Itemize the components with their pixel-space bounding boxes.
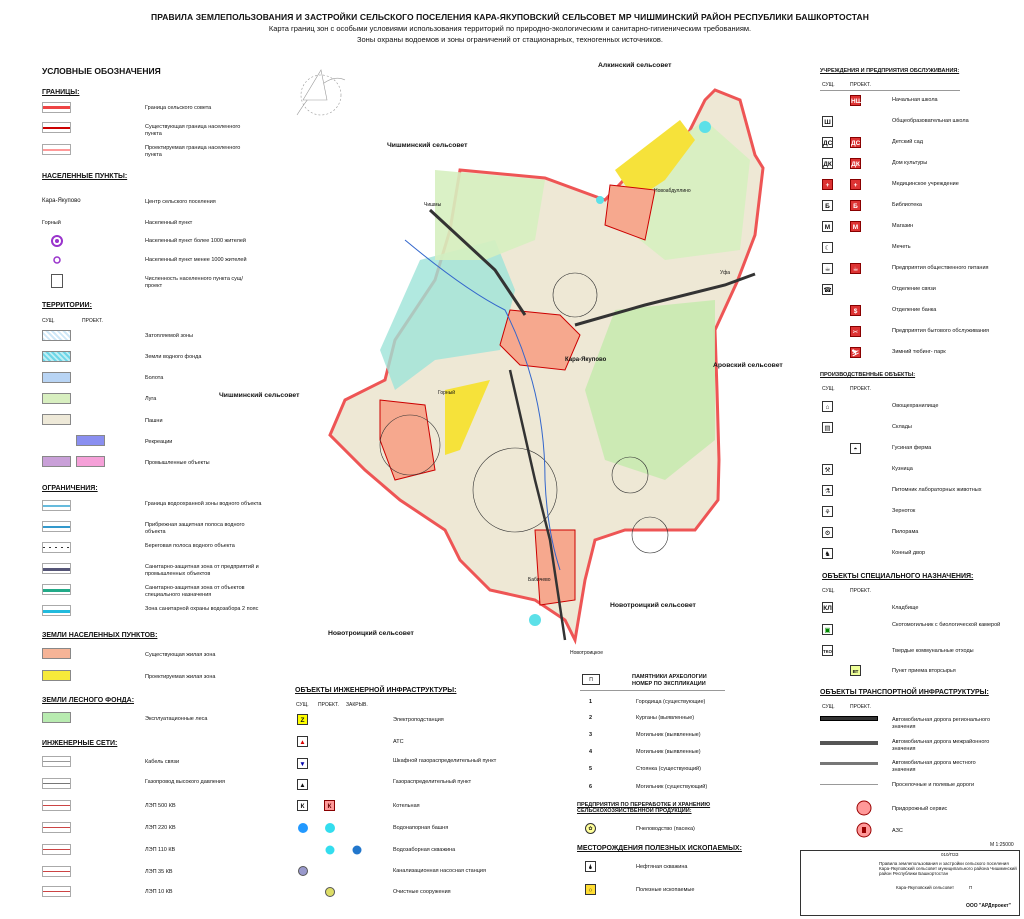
service-label: Медицинское учреждение <box>892 181 959 187</box>
neighbor-novotroitsky-south: Новотроицкий сельсовет <box>328 630 414 637</box>
services-col-existing: СУЩ. <box>822 82 835 88</box>
comm-cable-swatch <box>42 756 71 767</box>
residential-existing-label: Существующая жилая зона <box>145 652 216 658</box>
stamp-stage: П <box>969 885 973 890</box>
archaeology-title: ПАМЯТНИКИ АРХЕОЛОГИИ НОМЕР ПО ЭКСПЛИКАЦИИ <box>632 674 707 687</box>
water-tower-project-icon <box>324 822 336 834</box>
archaeology-num: 1 <box>589 699 593 705</box>
treatment-label: Очистные сооружения <box>393 889 451 895</box>
map-title: ПРАВИЛА ЗЕМЛЕПОЛЬЗОВАНИЯ И ЗАСТРОЙКИ СЕЛЬСКОГО ПОСЕЛЕНИЯ КАРА-ЯКУПОВСКИЙ СЕЛЬСОВЕТ МР ЧИШМИНСКИЙ РАЙОН РЕСПУБЛИКИ БАШКОРТОСТАН <box>151 12 869 22</box>
residential-existing-swatch <box>42 648 71 659</box>
north-arrow <box>297 70 345 115</box>
service-existing-icon: ☾ <box>822 242 833 253</box>
neighbor-novotroitsky-east: Новотроицкий сельсовет <box>610 602 696 609</box>
service-existing-icon: ДК <box>822 158 833 169</box>
mineral-label: Полезные ископаемые <box>636 887 695 893</box>
forest-label: Эксплуатационные леса <box>145 716 208 722</box>
service-existing-icon: ☎ <box>822 284 833 295</box>
production-icon: ⚗ <box>822 485 833 496</box>
residential-project-swatch <box>42 670 71 681</box>
power-110-label: ЛЭП 110 КВ <box>145 847 176 853</box>
settlement-label: Населенный пункт <box>145 220 193 226</box>
place-babikovo: Бабичево <box>528 577 551 583</box>
service-label: Предприятия общественного питания <box>892 265 989 271</box>
border-project-label: Проектируемая граница населенного пункта <box>145 145 241 158</box>
archaeology-num: 5 <box>589 766 593 772</box>
roadside-service-label: Придорожный сервис <box>892 806 948 812</box>
service-project-icon: ⛷ <box>850 347 861 358</box>
residential-project-label: Проектируемая жилая зона <box>145 674 216 680</box>
legend-settlements-title: НАСЕЛЕННЫЕ ПУНКТЫ: <box>42 173 128 180</box>
border-council-swatch <box>42 102 71 113</box>
population-box-icon <box>51 274 63 288</box>
recreation-swatch <box>76 435 105 446</box>
legend-networks-title: ИНЖЕНЕРНЫЕ СЕТИ: <box>42 740 118 747</box>
special-col-project: ПРОЕКТ. <box>850 588 871 594</box>
power-10-swatch <box>42 886 71 897</box>
roadside-service-icon <box>856 800 872 816</box>
service-label: Детский сад <box>892 139 923 145</box>
boiler-project-icon: К <box>324 800 335 811</box>
archaeology-num: 4 <box>589 749 593 755</box>
recycling-label: Пункт приема вторсырья <box>892 668 956 674</box>
legend-forest-title: ЗЕМЛИ ЛЕСНОГО ФОНДА: <box>42 697 135 704</box>
transport-col-existing: СУЩ. <box>822 704 835 710</box>
service-project-icon: ✂ <box>850 326 861 337</box>
production-icon: ⌂ <box>822 401 833 412</box>
archaeology-label: Могильник (существующий) <box>636 784 708 790</box>
gas-cabinet-icon: ▼ <box>297 758 308 769</box>
archaeology-label: Могильник (выявленные) <box>636 749 701 755</box>
archaeology-divider <box>580 690 725 691</box>
service-label: Зимний тюбинг- парк <box>892 349 946 355</box>
engineering-title: ОБЪЕКТЫ ИНЖЕНЕРНОЙ ИНФРАСТРУКТУРЫ: <box>295 687 457 694</box>
service-label: Библиотека <box>892 202 922 208</box>
swamp-swatch <box>42 372 71 383</box>
special-title: ОБЪЕКТЫ СПЕЦИАЛЬНОГО НАЗНАЧЕНИЯ: <box>822 573 974 580</box>
road-field-swatch <box>820 784 878 785</box>
service-label: Мечеть <box>892 244 911 250</box>
arable-swatch <box>42 414 71 425</box>
sanitary-special-label: Санитарно-защитная зона от объектов специального назначения <box>145 585 245 598</box>
service-existing-icon: Б <box>822 200 833 211</box>
ats-icon: ▲ <box>297 736 308 747</box>
service-project-icon: $ <box>850 305 861 316</box>
flood-zone-swatch <box>42 330 71 341</box>
mineral-icon: ○ <box>585 884 596 895</box>
flood-zone-label: Затопляемой зоны <box>145 333 193 339</box>
sewer-pump-icon <box>297 865 309 877</box>
service-label: Отделение связи <box>892 286 936 292</box>
legend-title: УСЛОВНЫЕ ОБОЗНАЧЕНИЯ <box>42 66 161 76</box>
archaeology-label: Стоянка (существующий) <box>636 766 701 772</box>
production-icon: ⚙ <box>822 527 833 538</box>
neighbor-arovsky: Аровский сельсовет <box>713 362 783 369</box>
shoreline-label: Береговая полоса водного объекта <box>145 543 235 549</box>
service-label: Начальная школа <box>892 97 938 103</box>
road-interdistrict-swatch <box>820 741 878 745</box>
gas-station-label: АЗС <box>892 828 903 834</box>
legend-residential-title: ЗЕМЛИ НАСЕЛЕННЫХ ПУНКТОВ: <box>42 632 158 639</box>
archaeology-label: Курганы (выявленные) <box>636 715 695 721</box>
engineering-col-project: ПРОЕКТ. <box>318 702 339 708</box>
water-protect-swatch <box>42 500 71 511</box>
special-col-existing: СУЩ. <box>822 588 835 594</box>
water-well-label: Водозаборная скважина <box>393 847 456 853</box>
power-500-swatch <box>42 800 71 811</box>
service-label: Дом культуры <box>892 160 928 166</box>
power-110-swatch <box>42 844 71 855</box>
apiary-icon: ✿ <box>585 823 596 834</box>
industrial-label: Промышленные объекты <box>145 460 210 466</box>
settlement-sample: Горный <box>42 220 61 226</box>
cattle-burial-label: Скотомогильник с биологической камерой <box>892 622 1001 628</box>
recycling-icon: ВТ <box>850 665 861 676</box>
settlement-center-label: Центр сельского поселения <box>145 199 216 205</box>
road-interdistrict-label: Автомобильная дорога межрайонного значения <box>892 739 990 752</box>
service-label: Отделение банка <box>892 307 937 313</box>
service-existing-icon: ☕ <box>822 263 833 274</box>
place-karayakupovo: Кара-Якупово <box>565 357 607 363</box>
road-field-label: Проселочные и полевые дороги <box>892 782 975 788</box>
forest-swatch <box>42 712 71 723</box>
cemetery-icon: КЛ <box>822 602 833 613</box>
territories-col-existing: СУЩ. <box>42 318 55 324</box>
service-project-icon: ДС <box>850 137 861 148</box>
neighbor-alkinsky: Алкинский сельсовет <box>598 62 672 69</box>
power-35-label: ЛЭП 35 КВ <box>145 869 173 875</box>
legend-restrictions-title: ОГРАНИЧЕНИЯ: <box>42 485 98 492</box>
cattle-burial-icon: ▣ <box>822 624 833 635</box>
population-label: Численность населенного пункта сущ/проект <box>145 276 243 289</box>
scale-label: М 1:25000 <box>990 842 1014 848</box>
engineering-col-existing: СУЩ. <box>296 702 309 708</box>
transport-col-project: ПРОЕКТ. <box>850 704 871 710</box>
water-fund-swatch <box>42 351 71 362</box>
arable-label: Пашни <box>145 418 163 424</box>
production-label: Питомник лабораторных животных <box>892 487 982 493</box>
border-existing-label: Существующая граница населенного пункта <box>145 124 241 137</box>
service-label: Предприятия бытового обслуживания <box>892 328 990 334</box>
services-title: УЧРЕЖДЕНИЯ И ПРЕДПРИЯТИЯ ОБСЛУЖИВАНИЯ: <box>820 68 960 74</box>
boiler-existing-icon: К <box>297 800 308 811</box>
service-label: Общеобразовательная школа <box>892 118 969 124</box>
place-chishmy: Чишмы <box>424 202 442 208</box>
service-existing-icon: + <box>822 179 833 190</box>
production-title: ПРОИЗВОДСТВЕННЫЕ ОБЪЕКТЫ: <box>820 372 916 378</box>
power-500-label: ЛЭП 500 КВ <box>145 803 176 809</box>
map-subtitle-1: Карта границ зон с особыми условиями использования территорий по природно-экологическим и санитарно-гигиеническим требованиям. <box>268 24 752 33</box>
neighbor-chishminsky-west: Чишминский сельсовет <box>219 392 300 399</box>
service-project-icon: М <box>850 221 861 232</box>
settlement-large-label: Населенный пункт более 1000 жителей <box>145 238 246 244</box>
sanitary-industry-label: Санитарно-защитная зона от предприятий и промышленных объектов <box>145 564 259 577</box>
cemetery-label: Кладбище <box>892 605 919 611</box>
title-block <box>800 850 1020 916</box>
road-local-swatch <box>820 762 878 765</box>
ats-label: АТС <box>393 739 404 745</box>
swamp-label: Болота <box>145 375 164 381</box>
industrial-existing-swatch <box>42 456 71 467</box>
place-gorny: Горный <box>438 390 456 396</box>
settlement-small-label: Населенный пункт менее 1000 жителей <box>145 257 247 263</box>
production-label: Кузница <box>892 466 913 472</box>
archaeology-label: Могильник (выявленные) <box>636 732 701 738</box>
stamp-sheet: Кара-Якуповский сельсовет <box>896 885 955 890</box>
production-label: Конный двор <box>892 550 926 556</box>
service-project-icon: НШ <box>850 95 861 106</box>
substation-label: Электроподстанция <box>393 717 444 723</box>
comm-cable-label: Кабель связи <box>145 759 180 765</box>
water-tower-existing-icon <box>297 822 309 834</box>
production-icon: ◓ <box>850 443 861 454</box>
border-council-label: Граница сельского совета <box>145 105 212 111</box>
production-label: Овощехранилище <box>892 403 939 409</box>
agri-title: ПРЕДПРИЯТИЯ ПО ПЕРЕРАБОТКЕ И ХРАНЕНИЮ СЕЛЬСКОХОЗЯЙСТВЕННОЙ ПРОДУКЦИИ: <box>577 802 711 814</box>
settlement-sample-center: Кара-Якупово <box>42 198 81 204</box>
legend-borders-title: ГРАНИЦЫ: <box>42 89 80 96</box>
production-icon: ⚒ <box>822 464 833 475</box>
stamp-org: ООО "АРДпроект" <box>966 903 1011 909</box>
map-header <box>150 12 870 45</box>
production-icon: ⚘ <box>822 506 833 517</box>
road-local-label: Автомобильная дорога местного значения <box>892 760 976 773</box>
water-protect-label: Граница водоохранной зоны водного объекта <box>145 501 262 507</box>
road-regional-label: Автомобильная дорога регионального значения <box>892 717 991 730</box>
service-label: Магазин <box>892 223 914 229</box>
service-existing-icon: ДС <box>822 137 833 148</box>
place-novotroitskoe: Новотроицкое <box>570 650 603 656</box>
water-well-project-icon <box>324 844 336 856</box>
production-label: Зерноток <box>892 508 916 514</box>
road-regional-swatch <box>820 716 878 721</box>
shoreline-swatch <box>42 542 71 553</box>
production-col-existing: СУЩ. <box>822 386 835 392</box>
place-ufa: Уфа <box>720 270 731 276</box>
substation-icon: Z <box>297 714 308 725</box>
coastal-strip-label: Прибрежная защитная полоса водного объекта <box>145 522 245 535</box>
service-existing-icon: Ш <box>822 116 833 127</box>
sanitary-special-swatch <box>42 584 71 595</box>
production-icon: ▤ <box>822 422 833 433</box>
water-intake-swatch <box>42 605 71 616</box>
archaeology-label: Городища (существующие) <box>636 699 706 705</box>
production-label: Склады <box>892 424 912 430</box>
apiary-label: Пчеловодство (пасека) <box>636 826 695 832</box>
service-project-icon: + <box>850 179 861 190</box>
legend-territories-title: ТЕРРИТОРИИ: <box>42 302 92 309</box>
gas-cabinet-label: Шкафной газораспределительный пункт <box>393 758 497 764</box>
oil-well-icon: 🌢 <box>585 861 596 872</box>
archaeology-num: 6 <box>589 784 593 790</box>
treatment-icon <box>324 886 336 898</box>
water-well-closed-icon <box>351 844 363 856</box>
engineering-col-closed: ЗАКРЫВ. <box>346 702 368 708</box>
power-35-swatch <box>42 866 71 877</box>
coastal-strip-swatch <box>42 521 71 532</box>
meadow-swatch <box>42 393 71 404</box>
service-project-icon: Б <box>850 200 861 211</box>
water-intake-label: Зона санитарной охраны водозабора 2 пояс <box>145 606 259 612</box>
water-tower-label: Водонапорная башня <box>393 825 449 831</box>
production-col-project: ПРОЕКТ. <box>850 386 871 392</box>
oil-well-label: Нефтяная скважина <box>636 864 688 870</box>
gas-point-label: Газораспределительный пункт <box>393 779 472 785</box>
gas-station-icon <box>856 822 872 838</box>
waste-label: Твердые коммунальные отходы <box>892 648 974 654</box>
boiler-label: Котельная <box>393 803 420 809</box>
map-subtitle-2: Зоны охраны водоемов и зоны ограничений от стационарных, техногенных источников. <box>356 35 663 44</box>
service-existing-icon: М <box>822 221 833 232</box>
archaeology-num: 2 <box>589 715 593 721</box>
production-label: Пилорама <box>892 529 919 535</box>
power-10-label: ЛЭП 10 КВ <box>145 889 173 895</box>
production-icon: ♞ <box>822 548 833 559</box>
border-existing-swatch <box>42 122 71 133</box>
sanitary-industry-swatch <box>42 563 71 574</box>
archaeology-num: 3 <box>589 732 593 738</box>
meadow-label: Луга <box>145 396 157 402</box>
sewer-pump-label: Канализационная насосная станция <box>393 868 486 874</box>
settlement-large-icon <box>51 235 63 247</box>
water-fund-label: Земли водного фонда <box>145 354 202 360</box>
power-220-swatch <box>42 822 71 833</box>
place-novoabdullino: Новоабдуллино <box>654 188 691 194</box>
gas-pipe-swatch <box>42 778 71 789</box>
border-project-swatch <box>42 144 71 155</box>
power-220-label: ЛЭП 220 КВ <box>145 825 176 831</box>
services-divider <box>820 90 960 91</box>
transport-title: ОБЪЕКТЫ ТРАНСПОРТНОЙ ИНФРАСТРУКТУРЫ: <box>820 689 989 696</box>
stamp-code: 010/ПЗЗ <box>941 852 959 857</box>
gas-point-icon: ▲ <box>297 779 308 790</box>
service-project-icon: ДК <box>850 158 861 169</box>
recreation-label: Рекреации <box>145 439 173 445</box>
stamp-description: Правила землепользования и застройки сельского поселения Кара-Якуповский сельсовет муниципального района Чишминский район Республики Башкортостан <box>879 861 1017 876</box>
neighbor-chishminsky-north: Чишминский сельсовет <box>387 142 468 149</box>
production-label: Гусиная ферма <box>892 445 932 451</box>
waste-icon: ТКО <box>822 645 833 656</box>
settlement-small-icon <box>53 256 61 264</box>
gas-pipe-label: Газопровод высокого давления <box>145 779 225 785</box>
services-col-project: ПРОЕКТ. <box>850 82 871 88</box>
industrial-project-swatch <box>76 456 105 467</box>
minerals-title: МЕСТОРОЖДЕНИЯ ПОЛЕЗНЫХ ИСКОПАЕМЫХ: <box>577 845 742 852</box>
archaeology-sign-icon: П <box>582 674 600 685</box>
service-project-icon: ☕ <box>850 263 861 274</box>
territories-col-project: ПРОЕКТ. <box>82 318 103 324</box>
